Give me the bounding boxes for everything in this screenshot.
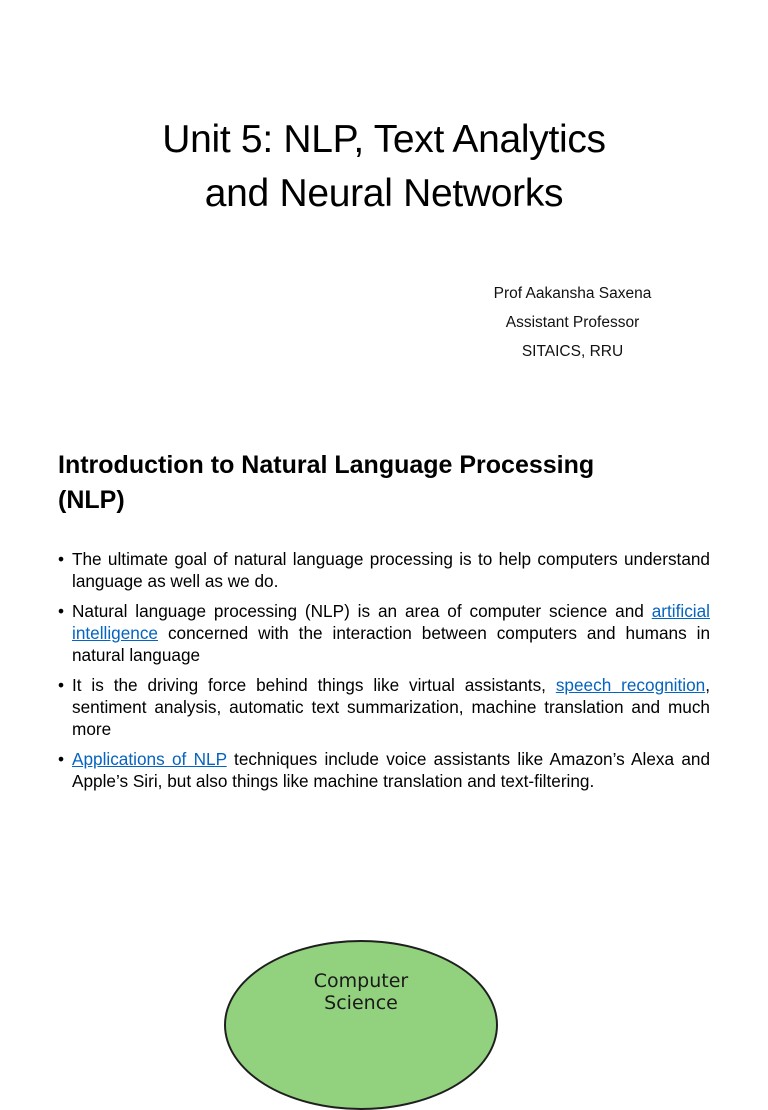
section-heading-line-2: (NLP)	[58, 486, 125, 514]
bullet-text-pre: It is the driving force behind things like virtual assistants,	[72, 675, 556, 695]
slide-title-line-2: and Neural Networks	[204, 172, 564, 215]
author-role: Assistant Professor	[505, 314, 640, 331]
artificial-intelligence-link[interactable]: artificial intelligence	[72, 601, 710, 643]
bullet-text-post: concerned with the interaction between computers and humans in natural language	[72, 623, 710, 665]
bullet-dot-icon: •	[58, 549, 65, 569]
circle-label-line-1: Computer	[313, 970, 409, 992]
section-heading-line-1: Introduction to Natural Language Processing	[58, 451, 595, 479]
bullet-text-post: , sentiment analysis, automatic text summarization, machine translation and much more	[72, 675, 710, 739]
bullet-list	[58, 548, 710, 800]
bullet-item-driving-force	[58, 674, 710, 740]
author-block	[455, 279, 690, 366]
slide-title-line-1: Unit 5: NLP, Text Analytics	[162, 118, 606, 161]
bullet-dot-icon: •	[58, 601, 65, 621]
bullet-item-applications	[58, 748, 710, 792]
bullet-text: The ultimate goal of natural language processing is to help computers understand language as well as we do.	[72, 549, 710, 591]
author-name: Prof Aakansha Saxena	[493, 285, 652, 302]
bullet-dot-icon: •	[58, 749, 65, 769]
bullet-item-definition	[58, 600, 710, 666]
author-affiliation: SITAICS, RRU	[521, 343, 624, 360]
applications-of-nlp-link[interactable]: Applications of NLP	[72, 749, 227, 769]
computer-science-circle	[224, 940, 498, 1110]
bullet-item-goal	[58, 548, 710, 592]
bullet-text-post: techniques include voice assistants like Amazon’s Alexa and Apple’s Siri, but also things like machine translation and text-filtering.	[72, 749, 711, 791]
bullet-text-pre: Natural language processing (NLP) is an area of computer science and	[72, 601, 652, 621]
circle-label-line-2: Science	[324, 992, 398, 1014]
section-heading	[58, 448, 718, 518]
slide-title	[0, 113, 768, 221]
speech-recognition-link[interactable]: speech recognition	[555, 675, 706, 695]
title-slide	[0, 0, 768, 412]
computer-science-label	[224, 970, 498, 1014]
bullet-dot-icon: •	[58, 675, 65, 695]
